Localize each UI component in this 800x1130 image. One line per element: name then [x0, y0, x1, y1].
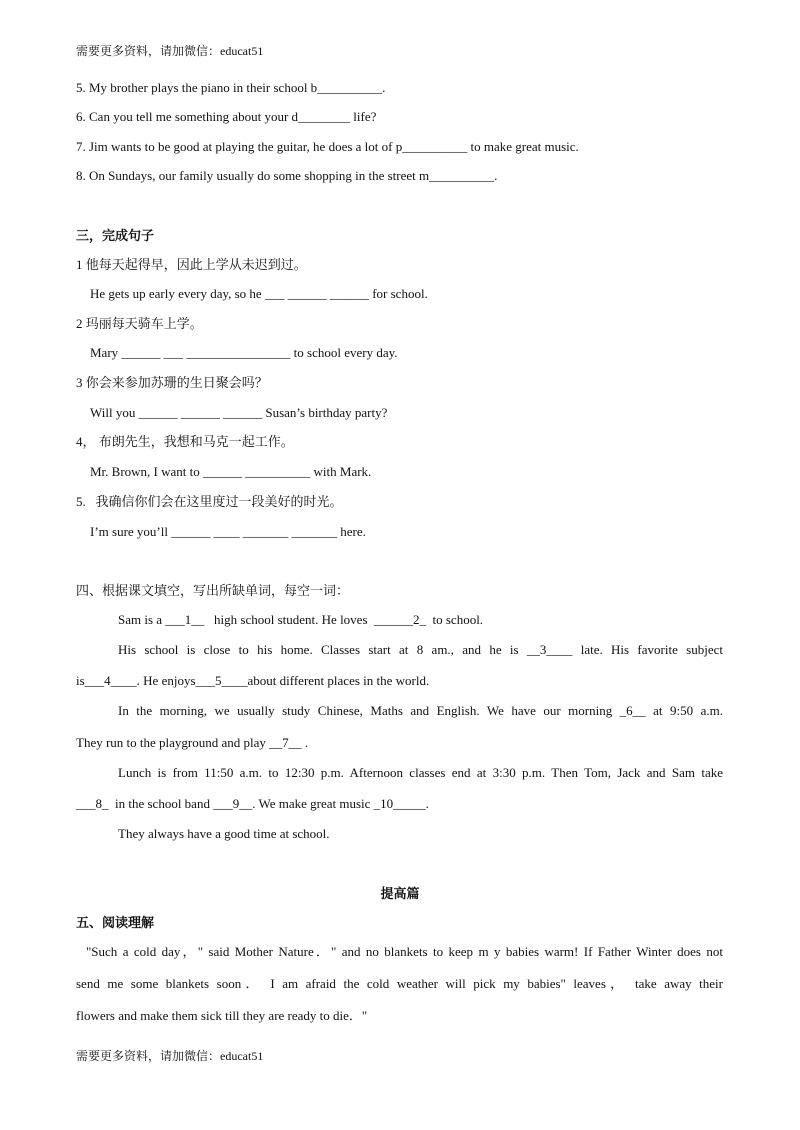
question-en: Mary ______ ___ ________________ to school every day.	[90, 345, 398, 360]
question-en: Mr. Brown, I want to ______ __________ with Mark.	[90, 464, 372, 479]
question-en: Will you ______ ______ ______ Susan’s birthday party?	[90, 405, 388, 420]
section-title: 五、阅读理解	[76, 915, 155, 930]
passage-line: His school is close to his home. Classes start at 8 am., and he is __3____ late. His favorite subject	[118, 642, 723, 657]
question-cn: 4， 布朗先生，我想和马克一起工作。	[76, 434, 294, 449]
footer-note: 需要更多资料，请加微信：educat51	[76, 1049, 264, 1063]
passage-line: Lunch is from 11:50 a.m. to 12:30 p.m. Afternoon classes end at 3:30 p.m. Then Tom, Jack and Sam take	[118, 765, 723, 780]
list-item: 7. Jim wants to be good at playing the guitar, he does a lot of p__________ to make great music.	[76, 139, 579, 154]
passage-line: They run to the playground and play __7__ .	[76, 735, 309, 750]
question-en: I’m sure you’ll ______ ____ _______ _______ here.	[90, 524, 366, 539]
question-cn: 3 你会来参加苏珊的生日聚会吗？	[76, 375, 268, 390]
list-item: 8. On Sundays, our family usually do some shopping in the street m__________.	[76, 168, 498, 183]
question-cn: 2 玛丽每天骑车上学。	[76, 316, 203, 331]
header-note: 需要更多资料，请加微信：educat51	[76, 44, 264, 58]
question-cn: 1 他每天起得早，因此上学从未迟到过。	[76, 257, 307, 272]
list-item: 6. Can you tell me something about your d________ life?	[76, 109, 377, 124]
question-cn: 5. 我确信你们会在这里度过一段美好的时光。	[76, 494, 343, 509]
question-en: He gets up early every day, so he ___ ______ ______ for school.	[90, 286, 428, 301]
reading-line: "Such a cold day，" said Mother Nature．" and no blankets to keep m y babies warm! If Father Winter does not	[86, 944, 723, 959]
section-title: 三，完成句子	[76, 228, 155, 243]
list-item: 5. My brother plays the piano in their school b__________.	[76, 80, 386, 95]
passage-line: is___4____. He enjoys___5____about different places in the world.	[76, 673, 430, 688]
reading-line: flowers and make them sick till they are ready to die．"	[76, 1008, 368, 1023]
reading-line: send me some blankets soon． I am afraid the cold weather will pick my babies" leaves， take away their	[76, 976, 723, 991]
passage-line: They always have a good time at school.	[118, 826, 330, 841]
passage-line: Sam is a ___1__ high school student. He loves ______2_ to school.	[118, 612, 484, 627]
section-title: 四、根据课文填空，写出所缺单词，每空一词：	[76, 583, 350, 598]
advanced-title: 提高篇	[380, 886, 420, 901]
passage-line: ___8_ in the school band ___9__. We make great music _10_____.	[76, 796, 429, 811]
passage-line: In the morning, we usually study Chinese, Maths and English. We have our morning _6__ at 9:50 a.m.	[118, 703, 723, 718]
